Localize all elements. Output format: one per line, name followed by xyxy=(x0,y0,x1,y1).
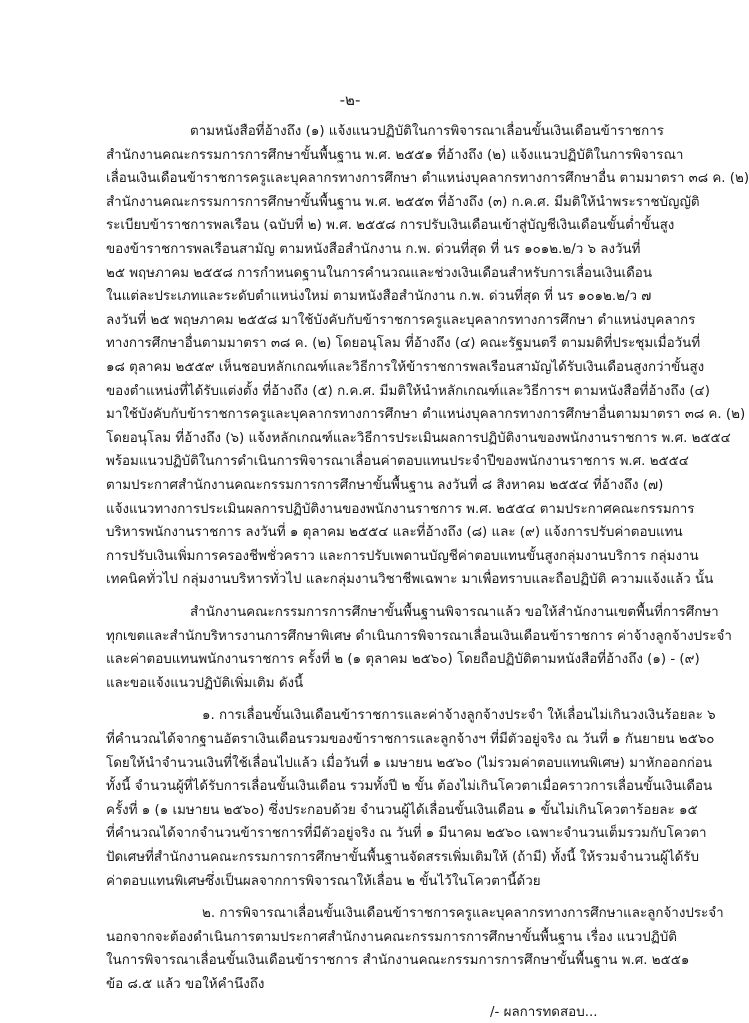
item-2-line: ในการพิจารณาเลื่อนขั้นเงินเดือนข้าราชการ สำนักงานคณะกรรมการการศึกษาขั้นพื้นฐาน พ.ศ. ๒๕๕๑ xyxy=(106,953,690,969)
item-2-line: นอกจากจะต้องดำเนินการตามประกาศสำนักงานคณะกรรมการการศึกษาขั้นพื้นฐาน เรื่อง แนวปฏิบัติ xyxy=(106,929,677,945)
item-1-line: ที่คำนวณได้จากจำนวนข้าราชการที่มีตัวอยู่จริง ณ วันที่ ๑ มีนาคม ๒๕๖๐ เฉพาะจำนวนเต็มรวมกับโควตา xyxy=(106,826,707,842)
paragraph-1-line: สำนักงานคณะกรรมการการศึกษาขั้นพื้นฐาน พ.ศ. ๒๕๕๑ ที่อ้างถึง (๒) แจ้งแนวปฏิบัติในการพิจารณา xyxy=(106,147,684,163)
paragraph-1-line: ตามหนังสือที่อ้างถึง (๑) แจ้งแนวปฏิบัติในการพิจารณาเลื่อนขั้นเงินเดือนข้าราชการ xyxy=(190,124,664,139)
paragraph-1-line: ๑๘ ตุลาคม ๒๕๕๙ เห็นชอบหลักเกณฑ์และวิธีการให้ข้าราชการพลเรือนสามัญได้รับเงินเดือนสูงกว่าขั้นสูง xyxy=(106,360,705,375)
paragraph-2-line: สำนักงานคณะกรรมการการศึกษาขั้นพื้นฐานพิจารณาแล้ว ขอให้สำนักงานเขตพื้นที่การศึกษา xyxy=(190,605,719,620)
paragraph-1-line: บริหารพนักงานราชการ ลงวันที่ ๑ ตุลาคม ๒๕๕๔ และที่อ้างถึง (๘) และ (๙) แจ้งการปรับค่าตอบแทน xyxy=(106,525,683,541)
paragraph-1-line: ของตำแหน่งที่ได้รับแต่งตั้ง ที่อ้างถึง (๕) ก.ค.ศ. มีมติให้นำหลักเกณฑ์และวิธีการฯ ตามหนังสือที่อ้างถึง (๔) xyxy=(106,383,710,399)
paragraph-1-line: สำนักงานคณะกรรมการการศึกษาขั้นพื้นฐาน พ.ศ. ๒๕๕๓ ที่อ้างถึง (๓) ก.ค.ศ. มีมติให้นำพระราชบัญญัติ xyxy=(106,194,700,210)
paragraph-1-line: เทคนิคทั่วไป กลุ่มงานบริหารทั่วไป และกลุ่มงานวิชาชีพเฉพาะ มาเพื่อทราบและถือปฏิบัติ ความแจ้งแล้ว นั้น xyxy=(106,572,714,588)
paragraph-1-line: เลื่อนเงินเดือนข้าราชการครูและบุคลากรทางการศึกษา ตำแหน่งบุคลากรทางการศึกษาอื่น ตามมาตรา ๓๘ ค. (๒) xyxy=(106,171,749,187)
item-1-line: ทั้งนี้ จำนวนผู้ที่ได้รับการเลื่อนขั้นเงินเดือน รวมทั้งปี ๒ ขั้น ต้องไม่เกินโควตาเมื่อคราวการเลื่อนขั้นเงินเดือน xyxy=(106,779,713,795)
item-1-line: ค่าตอบแทนพิเศษซึ่งเป็นผลจากการพิจารณาให้เลื่อน ๒ ขั้นไว้ในโควตานี้ด้วย xyxy=(106,873,541,889)
paragraph-1-line: ในแต่ละประเภทและระดับตำแหน่งใหม่ ตามหนังสือสำนักงาน ก.พ. ด่วนที่สุด ที่ นร ๑๐๑๒.๒/ว ๗ xyxy=(106,289,652,305)
item-1-line: ปัดเศษที่สำนักงานคณะกรรมการการศึกษาขั้นพื้นฐานจัดสรรเพิ่มเติมให้ (ถ้ามี) ทั้งนี้ ให้รวมจำนวนผู้ได้รับ xyxy=(106,850,699,865)
paragraph-1-line: โดยอนุโลม ที่อ้างถึง (๖) แจ้งหลักเกณฑ์และวิธีการประเมินผลการปฏิบัติงานของพนักงานราชการ พ.ศ. ๒๕๕๔ xyxy=(106,430,731,446)
paragraph-2-line: และค่าตอบแทนพนักงานราชการ ครั้งที่ ๒ (๑ ตุลาคม ๒๕๖๐) โดยถือปฏิบัติตามหนังสือที่อ้างถึง (๑) - (๙) xyxy=(106,652,700,668)
paragraph-1-line: มาใช้บังคับกับข้าราชการครูและบุคลากรทางการศึกษา ตำแหน่งบุคลากรทางการศึกษาอื่นตามมาตรา ๓๘ ค. (๒) xyxy=(106,407,746,423)
paragraph-1-line: แจ้งแนวทางการประเมินผลการปฏิบัติงานของพนักงานราชการ พ.ศ. ๒๕๕๔ ตามประกาศคณะกรรมการ xyxy=(106,501,695,517)
continuation-footer: /- ผลการทดสอบ... xyxy=(490,1004,598,1020)
paragraph-1-line: ทางการศึกษาอื่นตามมาตรา ๓๘ ค. (๒) โดยอนุโลม ที่อ้างถึง (๔) คณะรัฐมนตรี ตามมติที่ประชุมเมื่อวันที่ xyxy=(106,336,701,352)
item-1-line: ที่คำนวณได้จากฐานอัตราเงินเดือนรวมของข้าราชการและลูกจ้างฯ ที่มีตัวอยู่จริง ณ วันที่ ๑ กันยายน ๒๕๖๐ xyxy=(106,732,715,747)
paragraph-2-line: และขอแจ้งแนวปฏิบัติเพิ่มเติม ดังนี้ xyxy=(106,675,304,691)
paragraph-1-line: ๒๕ พฤษภาคม ๒๕๕๘ การกำหนดฐานในการคำนวณและช่วงเงินเดือนสำหรับการเลื่อนเงินเดือน xyxy=(106,265,652,281)
paragraph-1-line: พร้อมแนวปฏิบัติในการดำเนินการพิจารณาเลื่อนค่าตอบแทนประจำปีของพนักงานราชการ พ.ศ. ๒๕๕๔ xyxy=(106,454,689,470)
paragraph-1-line: ของข้าราชการพลเรือนสามัญ ตามหนังสือสำนักงาน ก.พ. ด่วนที่สุด ที่ นร ๑๐๑๒.๒/ว ๖ ลงวันที่ xyxy=(106,242,641,257)
paragraph-1-line: ระเบียบข้าราชการพลเรือน (ฉบับที่ ๒) พ.ศ. ๒๕๕๘ การปรับเงินเดือนเข้าสู่บัญชีเงินเดือนขั้นต่ำขั้นสูง xyxy=(106,218,675,234)
paragraph-1-line: ตามประกาศสำนักงานคณะกรรมการการศึกษาขั้นพื้นฐาน ลงวันที่ ๘ สิงหาคม ๒๕๕๔ ที่อ้างถึง (๗) xyxy=(106,478,664,493)
item-2-line: ข้อ ๘.๕ แล้ว ขอให้คำนึงถึง xyxy=(106,977,265,992)
page-number: -๒- xyxy=(339,91,361,109)
item-1-line: โดยให้นำจำนวนเงินที่ใช้เลื่อนไปแล้ว เมื่อวันที่ ๑ เมษายน ๒๕๖๐ (ไม่รวมค่าตอบแทนพิเศษ) มาหักออกก่อน xyxy=(106,755,713,771)
item-2-line: ๒. การพิจารณาเลื่อนขั้นเงินเดือนข้าราชการครูและบุคลากรทางการศึกษาและลูกจ้างประจำ xyxy=(202,906,724,922)
paragraph-2-line: ทุกเขตและสำนักบริหารงานการศึกษาพิเศษ ดำเนินการพิจารณาเลื่อนเงินเดือนข้าราชการ ค่าจ้างลูกจ้างประจำ xyxy=(106,628,732,644)
item-1-line: ๑. การเลื่อนขั้นเงินเดือนข้าราชการและค่าจ้างลูกจ้างประจำ ให้เลื่อนไม่เกินวงเงินร้อยละ ๖ xyxy=(202,708,716,724)
paragraph-1-line: ลงวันที่ ๒๕ พฤษภาคม ๒๕๕๘ มาใช้บังคับกับข้าราชการครูและบุคลากรทางการศึกษา ตำแหน่งบุคลากร xyxy=(106,312,696,328)
paragraph-1-line: การปรับเงินเพิ่มการครองชีพชั่วคราว และการปรับเพดานบัญชีค่าตอบแทนขั้นสูงกลุ่มงานบริการ กลุ่มงาน xyxy=(106,548,699,564)
item-1-line: ครั้งที่ ๑ (๑ เมษายน ๒๕๖๐) ซึ่งประกอบด้วย จำนวนผู้ได้เลื่อนขั้นเงินเดือน ๑ ขั้นไม่เกินโควตาร้อยละ ๑๕ xyxy=(106,802,698,818)
